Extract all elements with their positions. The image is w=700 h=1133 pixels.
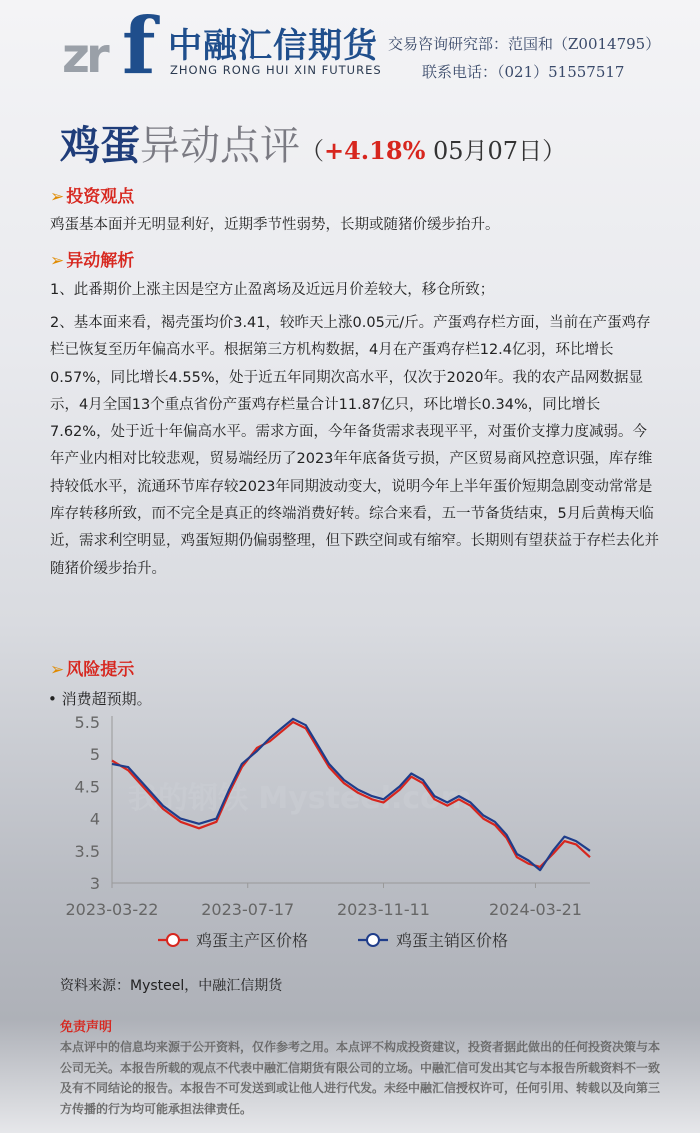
disclaimer-title: 免责声明 [60, 1020, 113, 1035]
legend-label-2: 鸡蛋主销区价格 [396, 931, 509, 950]
y-tick-label: 4.5 [74, 777, 100, 797]
disclaimer-text: 本点评中的信息均来源于公开资料，仅作参考之用。本点评不构成投资建议，投资者据此做出的任何投资决策与本公司无关。本报告所载的观点不代表中融汇信期货有限公司的立场。中融汇信可发出其它与本报告所载资料不一致及有不同结论的报告。本报告不可发送到或让他人进行代发。未经中融汇信授权许可，任何引用、转载以及向第三方传播的行为均可能承担法律责任。 [60, 1040, 661, 1116]
x-tick-label: 2023-07-17 [201, 900, 295, 919]
price-line-chart [50, 700, 650, 960]
title-change: +4.18% [324, 136, 426, 165]
data-source: 资料来源：Mysteel，中融汇信期货 [60, 978, 283, 994]
section-analysis-title: ➢ 异动解析 [50, 251, 135, 271]
y-tick-label: 4 [89, 809, 100, 829]
y-tick-label: 3.5 [74, 841, 100, 861]
section-view-title: ➢ 投资观点 [50, 187, 135, 207]
contact-info [388, 30, 688, 86]
x-tick-label: 2023-11-11 [336, 900, 430, 919]
x-axis [66, 883, 590, 919]
chevron-right-icon: ➢ [50, 660, 65, 680]
watermark-text: 我的钢铁 Mysteel.com [127, 781, 473, 816]
header [0, 0, 700, 110]
chart-legend [158, 931, 508, 950]
section-risk-title: ➢ 风险提示 [50, 660, 135, 680]
y-axis [75, 713, 112, 893]
y-tick-label: 5 [89, 745, 100, 765]
x-tick-label: 2023-03-22 [65, 900, 159, 919]
y-tick-label: 5.5 [74, 713, 100, 732]
chart-watermark [128, 781, 472, 816]
x-tick-label: 2024-03-21 [488, 900, 582, 919]
title-commodity: 鸡蛋 [60, 122, 140, 169]
page-title [60, 114, 700, 171]
view-text: 鸡蛋基本面并无明显利好，近期季节性弱势，长期或随猪价缓步抬升。 [50, 217, 500, 233]
legend-marker-2 [367, 934, 379, 946]
legend-label-1: 鸡蛋主产区价格 [196, 931, 309, 950]
title-date: 05月07日） [425, 137, 567, 165]
logo-f-mark: f [122, 1, 156, 92]
contact-line-1: 交易咨询研究部：范国和（Z0014795） [388, 35, 661, 53]
y-tick-label: 3 [89, 874, 100, 893]
legend-marker-1 [167, 934, 179, 946]
title-subject: 异动点评 [140, 123, 300, 169]
logo-en: ZHONG RONG HUI XIN FUTURES [170, 63, 382, 77]
logo-mark: zr [62, 28, 106, 84]
chevron-right-icon: ➢ [50, 187, 65, 207]
chevron-right-icon: ➢ [50, 251, 65, 271]
analysis-p2: 2、基本面来看，褐壳蛋均价3.41，较昨天上涨0.05元/斤。产蛋鸡存栏方面，当前在产蛋鸡存栏已恢复至历年偏高水平。根据第三方机构数据，4月在产蛋鸡存栏12.4亿羽，环比增长0.57%，同比增长4.55%，处于近五年同期次高水平，仅次于2020年。我的农产品网数据显示，4月全国13个重点省份产蛋鸡存栏量合计11.87亿只，环比增长0.34%，同比增长7.62%，处于近十年偏高水平。需求方面，今年备货需求表现平平，对蛋价支撑力度减弱。今年产业内相对比较悲观，贸易端经历了2023年年底备货亏损，产区贸易商风控意识强，库存维持较低水平，流通环节库存较2023年同期波动变大，说明今年上半年蛋价短期急剧变动常常是库存转移所致，而不完全是真正的终端消费好转。综合来看，五一节备货结束，5月后黄梅天临近，需求利空明显，鸡蛋短期仍偏弱整理，但下跌空间或有缩窄。长期则有望获益于存栏去化并随猪价缓步抬升。 [50, 315, 659, 577]
title-open: （ [300, 137, 324, 165]
logo-cn: 中融汇信期货 [168, 26, 378, 66]
contact-line-2: 联系电话：（021）51557517 [422, 63, 625, 81]
analysis-p1: 1、此番期价上涨主因是空方止盈离场及近远月价差较大，移仓所致； [50, 282, 495, 298]
risk-item: • 消费超预期。 [48, 690, 152, 708]
